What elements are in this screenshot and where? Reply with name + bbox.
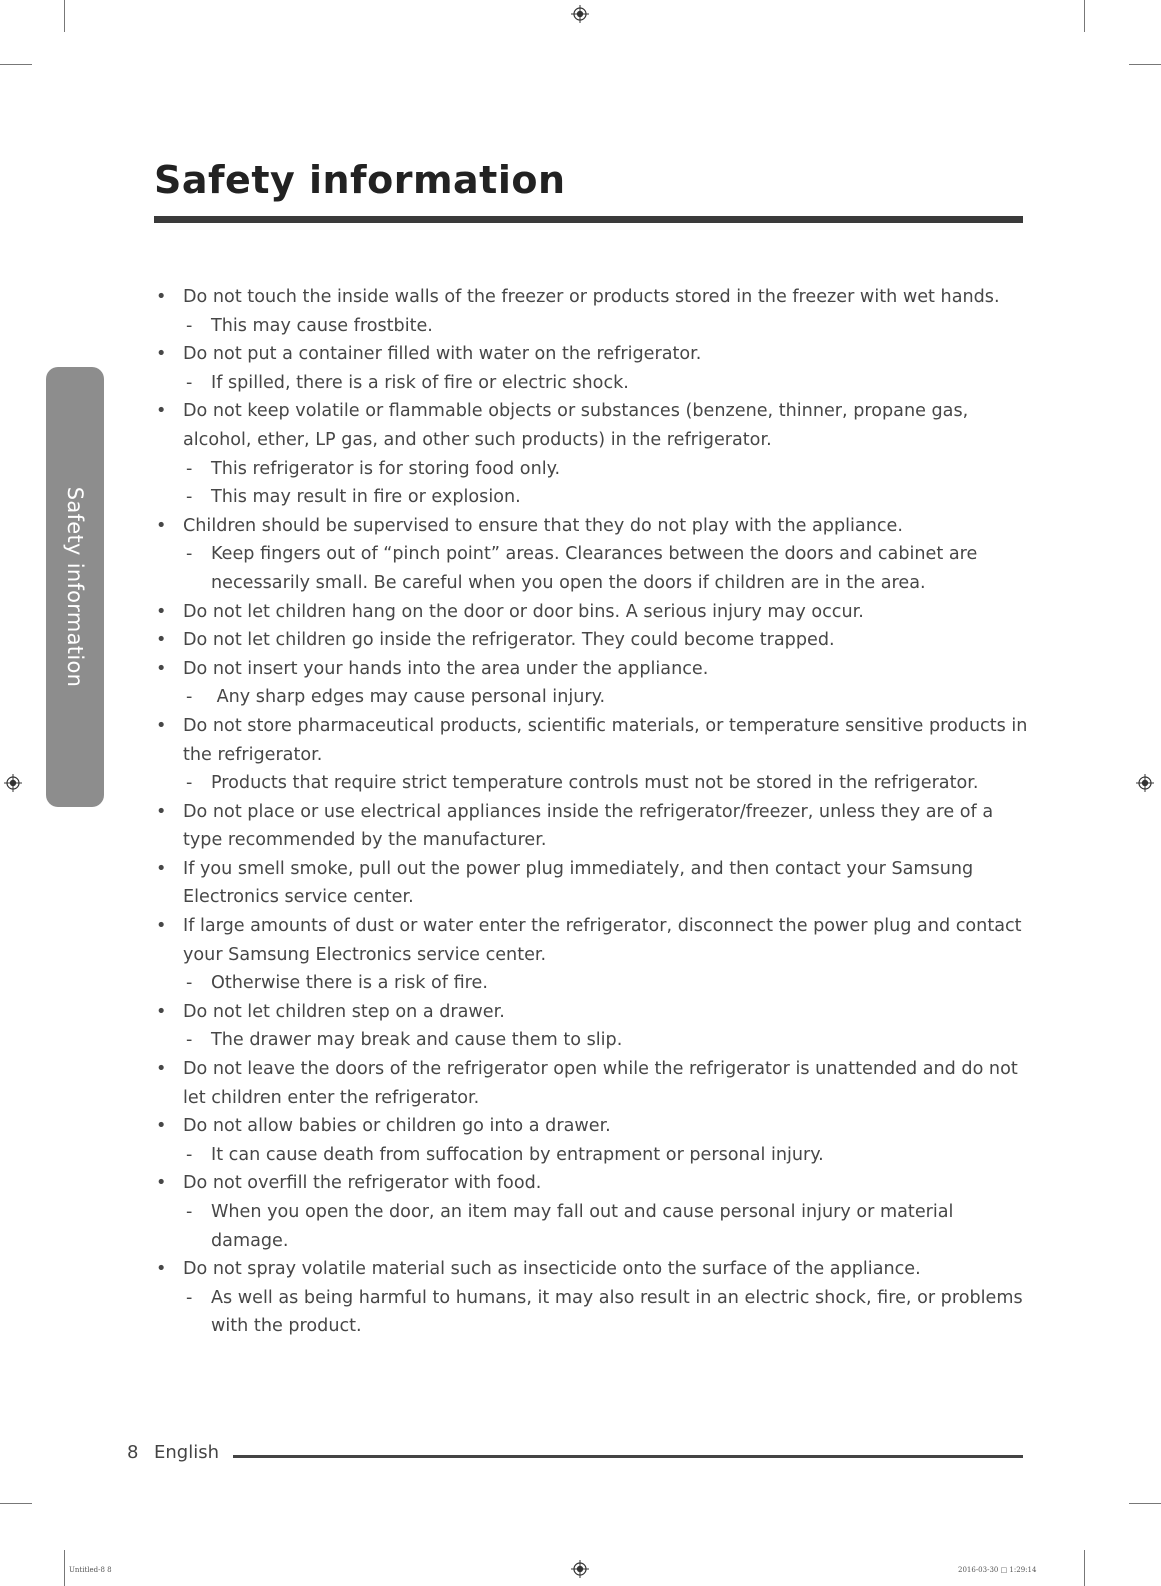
bullet-icon: •: [156, 401, 167, 422]
safety-item-text: If you smell smoke, pull out the power plug immediately, and then contact your Samsung Electronics service center.: [183, 858, 974, 908]
safety-sub-item: [183, 1284, 1032, 1341]
dash-icon: -: [186, 315, 193, 336]
safety-item-text: Do not store pharmaceutical products, scientific materials, or temperature sensitive products in the refrigerator.: [183, 715, 1028, 765]
dash-icon: -: [186, 1287, 193, 1308]
crop-mark: [0, 1503, 32, 1504]
safety-sub-list: [183, 1026, 1032, 1055]
safety-item-text: Do not keep volatile or flammable objects or substances (benzene, thinner, propane gas, alcohol, ether, LP gas, and other such products) in the refrigerator.: [183, 401, 969, 450]
safety-sub-item: [183, 1026, 1032, 1055]
safety-sub-item-text: This may cause frostbite.: [211, 315, 433, 336]
safety-sub-list: [183, 1284, 1032, 1341]
safety-item: [154, 798, 1032, 855]
safety-sub-list: [183, 312, 1032, 341]
bullet-icon: •: [156, 1173, 167, 1194]
safety-item: [154, 655, 1032, 712]
bullet-icon: •: [156, 658, 167, 679]
safety-item-text: Children should be supervised to ensure that they do not play with the appliance.: [183, 515, 903, 536]
crop-mark: [1084, 0, 1085, 32]
safety-sub-item: [183, 455, 1032, 484]
safety-sub-item: [183, 483, 1032, 512]
dash-icon: -: [186, 1202, 193, 1222]
safety-item: [154, 712, 1032, 798]
page-number: 8: [127, 1442, 139, 1463]
safety-sub-item: [183, 969, 1032, 998]
safety-sub-item-text: When you open the door, an item may fall out and cause personal injury or material damage.: [211, 1202, 960, 1251]
crop-mark: [1129, 1503, 1161, 1504]
bullet-icon: •: [156, 916, 167, 937]
safety-item: [154, 1255, 1032, 1341]
crop-mark: [1084, 1550, 1085, 1586]
bullet-icon: •: [156, 801, 167, 822]
dash-icon: -: [186, 773, 193, 794]
dash-icon: -: [186, 372, 193, 393]
safety-item: [154, 512, 1032, 598]
safety-sub-list: [183, 1141, 1032, 1170]
safety-sub-list: [183, 1198, 1032, 1255]
safety-item: [154, 1169, 1032, 1255]
bullet-icon: •: [156, 858, 167, 879]
safety-item: [154, 912, 1032, 998]
safety-item: [154, 598, 1032, 627]
bullet-icon: •: [156, 715, 167, 736]
safety-item: [154, 1112, 1032, 1169]
safety-sub-item: [183, 369, 1032, 398]
safety-item-text: Do not let children hang on the door or door bins. A serious injury may occur.: [183, 601, 864, 622]
safety-item-text: Do not leave the doors of the refrigerator open while the refrigerator is unattended and do not let children enter the refrigerator.: [183, 1059, 1018, 1108]
safety-item-text: Do not let children step on a drawer.: [183, 1001, 505, 1022]
bullet-icon: •: [156, 344, 167, 365]
safety-item: [154, 626, 1032, 655]
registration-mark-icon: [571, 5, 589, 23]
print-slug-left: Untitled-8 8: [69, 1566, 112, 1574]
safety-sub-item: [183, 540, 1032, 597]
bullet-icon: •: [156, 630, 167, 651]
safety-sub-list: [183, 455, 1032, 512]
safety-item: [154, 1055, 1032, 1112]
crop-mark: [1129, 64, 1161, 65]
bullet-icon: •: [156, 1259, 167, 1280]
crop-mark: [64, 1550, 65, 1586]
safety-sub-item-text: Keep fingers out of “pinch point” areas. Clearances between the doors and cabinet are necessarily small. Be careful when you open the doors if children are in the area.: [211, 544, 983, 593]
safety-sub-item: [183, 683, 1032, 712]
safety-sub-list: [183, 969, 1032, 998]
dash-icon: -: [186, 487, 193, 508]
safety-item-text: Do not allow babies or children go into a drawer.: [183, 1116, 611, 1137]
safety-sub-item-text: If spilled, there is a risk of fire or electric shock.: [211, 372, 629, 393]
print-slug-right: 2016-03-30 □ 1:29:14: [958, 1566, 1037, 1574]
safety-item-text: Do not place or use electrical appliances inside the refrigerator/freezer, unless they are of a type recommended by the manufacturer.: [183, 801, 994, 851]
safety-instruction-list: [154, 283, 1032, 1341]
safety-item-text: Do not spray volatile material such as insecticide onto the surface of the appliance.: [183, 1259, 921, 1280]
safety-sub-item-text: Any sharp edges may cause personal injury.: [211, 687, 606, 708]
safety-sub-item: [183, 1141, 1032, 1170]
safety-item-text: Do not let children go inside the refrigerator. They could become trapped.: [183, 630, 835, 651]
safety-sub-item-text: The drawer may break and cause them to slip.: [211, 1030, 623, 1051]
safety-sub-item-text: Otherwise there is a risk of fire.: [211, 973, 488, 994]
safety-sub-item-text: Products that require strict temperature controls must not be stored in the refrigerator.: [211, 773, 979, 794]
dash-icon: -: [186, 458, 193, 479]
dash-icon: -: [186, 544, 193, 565]
registration-mark-icon: [571, 1560, 589, 1578]
safety-sub-list: [183, 540, 1032, 597]
safety-item: [154, 340, 1032, 397]
safety-sub-item-text: It can cause death from suffocation by entrapment or personal injury.: [211, 1144, 824, 1165]
bullet-icon: •: [156, 1001, 167, 1022]
safety-sub-item-text: This may result in fire or explosion.: [211, 487, 521, 508]
page-footer: [127, 1442, 1023, 1472]
safety-item: [154, 855, 1032, 912]
bullet-icon: •: [156, 287, 167, 307]
safety-item-text: Do not insert your hands into the area under the appliance.: [183, 658, 709, 679]
safety-sub-item-text: As well as being harmful to humans, it may also result in an electric shock, fire, or problems with the product.: [211, 1287, 1029, 1337]
bullet-icon: •: [156, 1116, 167, 1137]
dash-icon: -: [186, 1030, 193, 1051]
crop-mark: [64, 0, 65, 32]
registration-mark-icon: [1136, 774, 1154, 792]
safety-sub-list: [183, 769, 1032, 798]
safety-item-text: If large amounts of dust or water enter the refrigerator, disconnect the power plug and contact your Samsung Electronics service center.: [183, 916, 1022, 965]
dash-icon: -: [186, 973, 193, 994]
section-side-tab: [46, 367, 104, 807]
registration-mark-icon: [4, 774, 22, 792]
dash-icon: -: [186, 1144, 193, 1165]
footer-rule: [233, 1455, 1023, 1458]
bullet-icon: •: [156, 601, 167, 622]
safety-sub-item: [183, 1198, 1032, 1255]
safety-sub-list: [183, 369, 1032, 398]
safety-sub-list: [183, 683, 1032, 712]
bullet-icon: •: [156, 1059, 167, 1080]
safety-item-text: Do not overfill the refrigerator with food.: [183, 1173, 542, 1194]
safety-sub-item-text: This refrigerator is for storing food only.: [211, 458, 561, 479]
side-tab-label: Safety information: [63, 486, 87, 688]
safety-item: [154, 283, 1032, 340]
safety-item-text: Do not touch the inside walls of the freezer or products stored in the freezer with wet hands.: [183, 287, 1000, 307]
safety-item: [154, 397, 1032, 511]
safety-item: [154, 998, 1032, 1055]
title-rule: [154, 216, 1023, 223]
page-title: Safety information: [154, 158, 566, 202]
safety-sub-item: [183, 312, 1032, 341]
safety-item-text: Do not put a container filled with water on the refrigerator.: [183, 344, 702, 365]
crop-mark: [0, 64, 32, 65]
page-language: English: [154, 1442, 219, 1463]
safety-sub-item: [183, 769, 1032, 798]
dash-icon: -: [186, 687, 193, 708]
bullet-icon: •: [156, 515, 167, 536]
